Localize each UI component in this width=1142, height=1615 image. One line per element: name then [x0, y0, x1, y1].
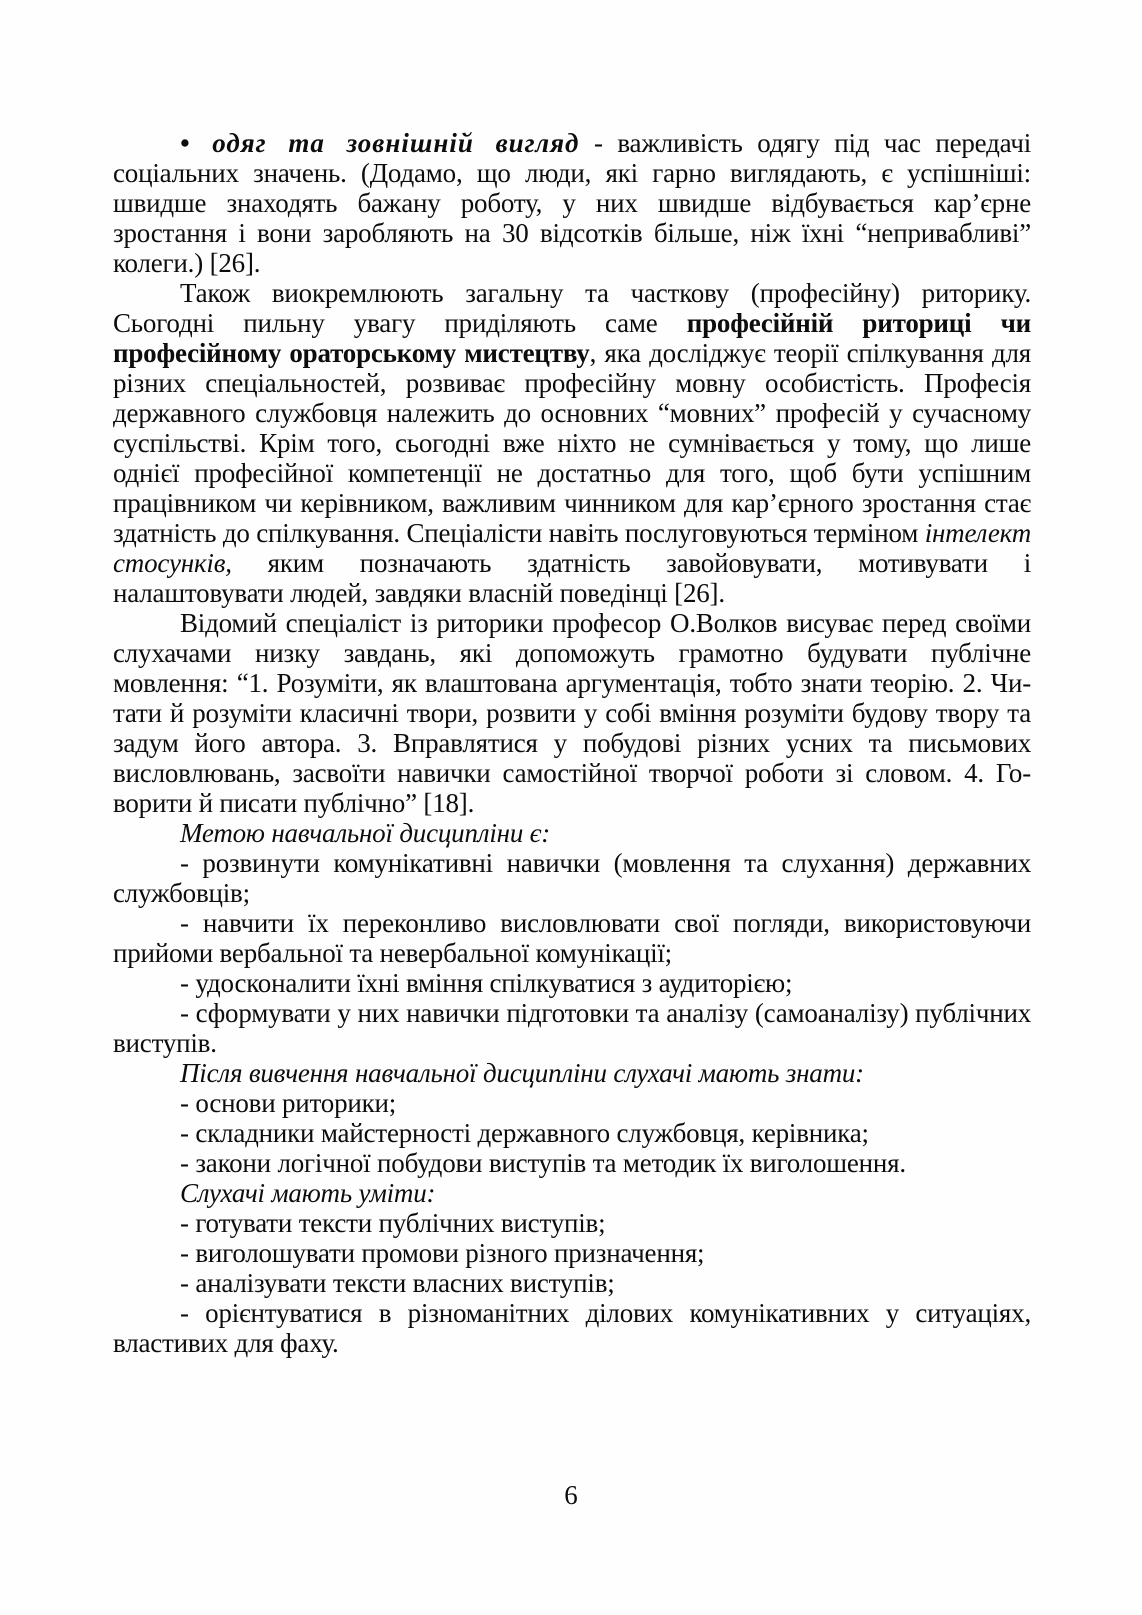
list-item-able-1: [113, 1208, 1031, 1238]
list-item-know-2: [113, 1118, 1031, 1148]
text-segment: Після вивчення навчальної дисципліни слухачі мають знати:: [180, 1058, 864, 1088]
list-item-goal-2: [113, 908, 1031, 968]
text-segment: - удосконалити їхні вміння спілкуватися з аудиторією;: [180, 968, 793, 998]
list-item-goal-1: [113, 848, 1031, 908]
text-segment: - аналізувати тексти власних виступів;: [180, 1268, 615, 1298]
heading-should-know: [113, 1058, 1031, 1088]
list-item-know-3: [113, 1148, 1031, 1178]
text-segment: , яка досліджує теорії спілкування для різних спеціальностей, розвиває професійну мовну особистість. Професія державного службовця належить до основних “мовних” професій у сучасному суспільстві. Крім того, сьогодні вже ніхто не сумнівається у тому, що лише однієї професійної компетенції не достатньо для того, щоб бути успішним працівником чи керівником, важливим чинником для кар’єрного зростання стає здатність до спілкування. Спеціалісти навіть послуговуються терміном: [113, 338, 1031, 548]
text-segment: яким позначають здатність завойовувати, мотивувати і налаштовувати людей, завдяки власній поведінці [26].: [113, 548, 1031, 608]
bold-term-text: професійній риториці чи професійному ораторському мистецтву: [113, 308, 1031, 368]
text-segment: - готувати тексти публічних виступів;: [180, 1208, 606, 1238]
text-segment: - навчити їх переконливо висловлювати свої погляди, використовуючи прийоми вербальної та невербальної комунікації;: [113, 908, 1031, 968]
text-segment: - сформувати у них навички підготовки та аналізу (самоаналізу) публічних виступів.: [113, 998, 1031, 1058]
text-segment: - основи риторики;: [180, 1088, 397, 1118]
page-number: 6: [564, 1480, 578, 1510]
text-segment: - розвинути комунікативні навички (мовлення та слухання) державних службовців;: [113, 848, 1031, 908]
text-segment: - складники майстерності державного службовця, керівника;: [180, 1118, 869, 1148]
text-segment: Слухачі мають уміти:: [180, 1178, 436, 1208]
text-segment: - важливість одягу під час передачі соціальних значень. (Додамо, що люди, які гарно виглядають, є успішніші: швидше знаходять бажану роботу, у них швидше відбувається кар’єрне зростання і вони заробляють на 30 відсотків більше, ніж їхні “непривабливі” колеги.) [26].: [113, 128, 1032, 278]
text-segment: - орієнтуватися в різноманітних ділових комунікативних у ситуаціях, властивих для фаху.: [113, 1298, 1031, 1358]
text-segment: Метою навчальної дисципліни є:: [180, 818, 551, 848]
list-item-able-4: [113, 1298, 1031, 1358]
paragraph-professional-rhetoric: [113, 278, 1031, 608]
text-segment: - закони логічної побудови виступів та методик їх виголошення.: [180, 1148, 906, 1178]
italic-term-text: інтелект стосунків,: [113, 518, 1031, 578]
document-content: [113, 128, 1031, 1358]
text-segment: Відомий спеціаліст із риторики професор О.Волков висуває перед своїми слухачами низку завдань, які допоможуть грамотно будувати публічне мовлення: “1. Розуміти, як влаштована аргументація, тобто знати теорію. 2. Чи-тати й розуміти класичні твори, розвити у собі вміння розуміти будову твору та задум його автора. 3. Вправлятися у побудові різних усних та письмових висловлювань, засвоїти навички самостійної творчої роботи зі словом. 4. Го-ворити й писати публічно” [18].: [113, 608, 1031, 818]
paragraph-volkov-tasks: [113, 608, 1031, 818]
list-item-able-3: [113, 1268, 1031, 1298]
list-item-goal-3: [113, 968, 1031, 998]
bullet-term-text: • одяг та зовнішній вигляд: [180, 128, 580, 158]
list-item-able-2: [113, 1238, 1031, 1268]
list-item-goal-4: [113, 998, 1031, 1058]
text-segment: Також виокремлюють загальну та часткову (професійну) риторику. Сьогодні пильну увагу приділяють саме: [113, 278, 1031, 338]
text-segment: - виголошувати промови різного призначення;: [180, 1238, 705, 1268]
paragraph-bullet-appearance: [113, 128, 1031, 278]
heading-course-goal: [113, 818, 1031, 848]
heading-should-be-able: [113, 1178, 1031, 1208]
list-item-know-1: [113, 1088, 1031, 1118]
